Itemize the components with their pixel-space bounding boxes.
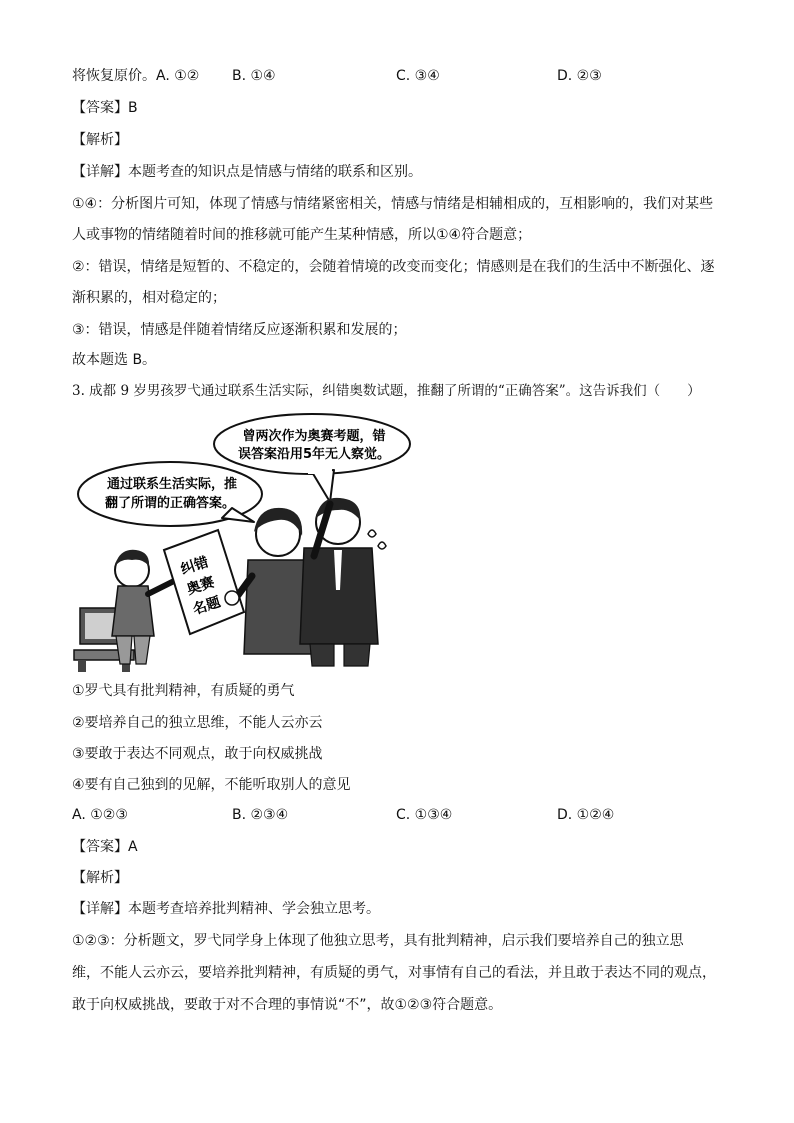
q2-para2-line2: 渐积累的，相对稳定的； [72, 290, 226, 306]
q3-statement-2: ②要培养自己的独立思维，不能人云亦云 [72, 715, 323, 731]
q2-option-d: D. ②③ [557, 68, 602, 84]
q2-conclusion: 故本题选 B。 [72, 352, 157, 368]
q2-option-c: C. ③④ [396, 68, 440, 84]
q3-statement-3: ③要敢于表达不同观点，敢于向权威挑战 [72, 746, 323, 762]
boy-figure [112, 550, 176, 664]
q3-statement-4: ④要有自己独到的见解，不能听取别人的意见 [72, 777, 351, 793]
bubble-right-line1: 曾两次作为奥赛考题，错 [242, 429, 386, 444]
q3-para1-line3: 敢于向权威挑战，要敢于对不合理的事情说“不”，故①②③符合题意。 [72, 997, 503, 1013]
bubble-right-line2: 误答案沿用5年无人察觉。 [237, 447, 391, 462]
sign-line1: 纠错 [178, 554, 211, 579]
man-figure [300, 498, 386, 666]
q2-detail: 【详解】本题考查的知识点是情感与情绪的联系和区别。 [72, 164, 422, 180]
q3-option-b: B. ②③④ [232, 807, 289, 823]
q2-para2-line1: ②：错误，情绪是短暂的、不稳定的，会随着情境的改变而变化；情感则是在我们的生活中不断强化、逐 [72, 259, 715, 275]
q3-stem: 3. 成都 9 岁男孩罗弋通过联系生活实际，纠错奥数试题，推翻了所谓的“正确答案”。这告诉我们（ ） [72, 383, 701, 399]
sweat-drop-icon [368, 530, 376, 537]
cartoon-illustration [72, 410, 412, 672]
q2-para3: ③：错误，情感是伴随着情绪反应逐渐积累和发展的； [72, 322, 407, 338]
q2-analysis-label: 【解析】 [72, 132, 128, 148]
bubble-left-line2: 翻了所谓的正确答案。 [104, 496, 236, 511]
q3-option-c: C. ①③④ [396, 807, 453, 823]
sweat-drop-icon [378, 542, 386, 549]
q2-answer: 【答案】B [72, 100, 138, 116]
q3-option-d: D. ①②④ [557, 807, 615, 823]
q3-detail: 【详解】本题考查培养批判精神、学会独立思考。 [72, 901, 380, 917]
q3-statement-1: ①罗弋具有批判精神，有质疑的勇气 [72, 683, 295, 699]
sign-line2: 奥赛 [184, 574, 217, 599]
q2-stem-tail: 将恢复原价。A. ①② [72, 68, 200, 84]
q3-para1-line2: 维，不能人云亦云，要培养批判精神，有质疑的勇气，对事情有自己的看法，并且敢于表达不同的观点， [72, 965, 716, 981]
speech-bubble-left [78, 462, 262, 526]
q2-para1-line2: 人或事物的情绪随着时间的推移就可能产生某种情感，所以①④符合题意； [72, 227, 532, 243]
q3-option-a: A. ①②③ [72, 807, 128, 823]
q3-answer: 【答案】A [72, 839, 138, 855]
sign-line3: 名题 [190, 594, 223, 619]
sign-board [164, 530, 244, 634]
q2-para1-line1: ①④：分析图片可知，体现了情感与情绪紧密相关，情感与情绪是相辅相成的，互相影响的，我们对某些 [72, 196, 714, 212]
q3-para1-line1: ①②③：分析题文，罗弋同学身上体现了他独立思考，具有批判精神，启示我们要培养自己的独立思 [72, 933, 684, 949]
q3-analysis-label: 【解析】 [72, 870, 128, 886]
bubble-left-line1: 通过联系生活实际，推 [106, 477, 238, 492]
q2-option-b: B. ①④ [232, 68, 276, 84]
